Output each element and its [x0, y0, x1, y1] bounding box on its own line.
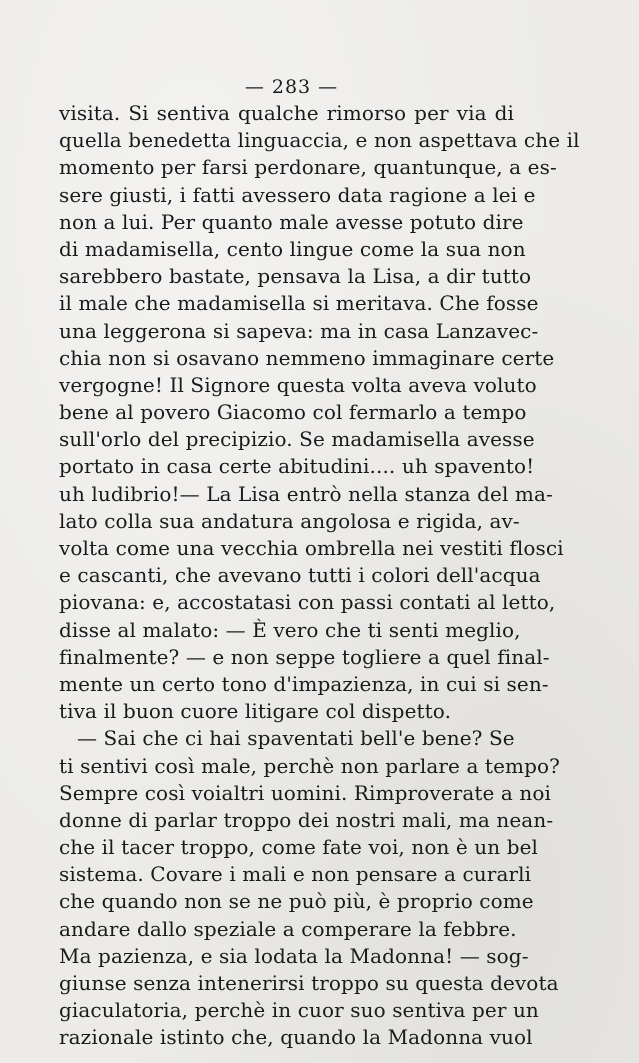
body-text	[59, 100, 580, 1052]
text-line: finalmente? — e non seppe togliere a quel final-	[59, 644, 550, 669]
text-line: sere giusti, i fatti avessero data ragione a lei e	[59, 182, 536, 207]
text-line: razionale istinto che, quando la Madonna vuol	[59, 1025, 533, 1050]
text-line: non a lui. Per quanto male avesse potuto dire	[59, 209, 524, 234]
text-line: ti sentivi così male, perchè non parlare a tempo?	[59, 753, 560, 778]
text-line: tiva il buon cuore litigare col dispetto.	[59, 699, 452, 724]
text-line: andare dallo speziale a comperare la febbre.	[59, 916, 517, 941]
text-line: giaculatoria, perchè in cuor suo sentiva per un	[59, 998, 539, 1023]
text-line: Sempre così voialtri uomini. Rimproverate a noi	[59, 780, 551, 805]
text-line: il male che madamisella si meritava. Che fosse	[59, 291, 539, 316]
text-line: di madamisella, cento lingue come la sua non	[59, 236, 526, 261]
text-line: una leggerona si sapeva: ma in casa Lanzavec-	[59, 318, 539, 343]
text-line: uh ludibrio!— La Lisa entrò nella stanza del ma-	[59, 481, 553, 506]
text-line: donne di parlar troppo dei nostri mali, ma nean-	[59, 807, 554, 832]
page-number: — 283 —	[244, 76, 339, 98]
text-line: — Sai che ci hai spaventati bell'e bene? Se	[77, 726, 515, 751]
text-line: sistema. Covare i mali e non pensare a curarli	[59, 862, 532, 887]
text-line: visita. Si sentiva qualche rimorso per via di	[59, 101, 514, 125]
text-line: Ma pazienza, e sia lodata la Madonna! — sog-	[59, 943, 529, 968]
text-line: giunse senza intenerirsi troppo su questa devota	[59, 971, 559, 995]
text-line: sull'orlo del precipizio. Se madamisella avesse	[59, 427, 535, 452]
text-line: che il tacer troppo, come fate voi, non è un bel	[59, 835, 539, 860]
text-line: momento per farsi perdonare, quantunque, a es-	[59, 155, 557, 180]
text-line: lato colla sua andatura angolosa e rigida, av-	[59, 508, 520, 533]
text-line: e cascanti, che avevano tutti i colori dell'acqua	[59, 563, 541, 588]
text-line: vergogne! Il Signore questa volta aveva voluto	[59, 372, 537, 397]
text-line: mente un certo tono d'impazienza, in cui si sen-	[59, 671, 549, 696]
text-line: disse al malato: — È vero che ti senti meglio,	[59, 617, 521, 642]
text-line: chia non si osavano nemmeno immaginare certe	[59, 345, 555, 370]
text-line: che quando non se ne può più, è proprio come	[59, 889, 534, 914]
text-line: portato in casa certe abitudini.... uh spavento!	[59, 454, 535, 479]
text-line: bene al povero Giacomo col fermarlo a tempo	[59, 400, 527, 425]
text-line: piovana: e, accostatasi con passi contati al letto,	[59, 590, 556, 615]
text-line: volta come una vecchia ombrella nei vestiti flosci	[59, 536, 564, 560]
text-line: sarebbero bastate, pensava la Lisa, a dir tutto	[59, 264, 532, 289]
text-line: quella benedetta linguaccia, e non aspettava che il	[59, 128, 580, 153]
